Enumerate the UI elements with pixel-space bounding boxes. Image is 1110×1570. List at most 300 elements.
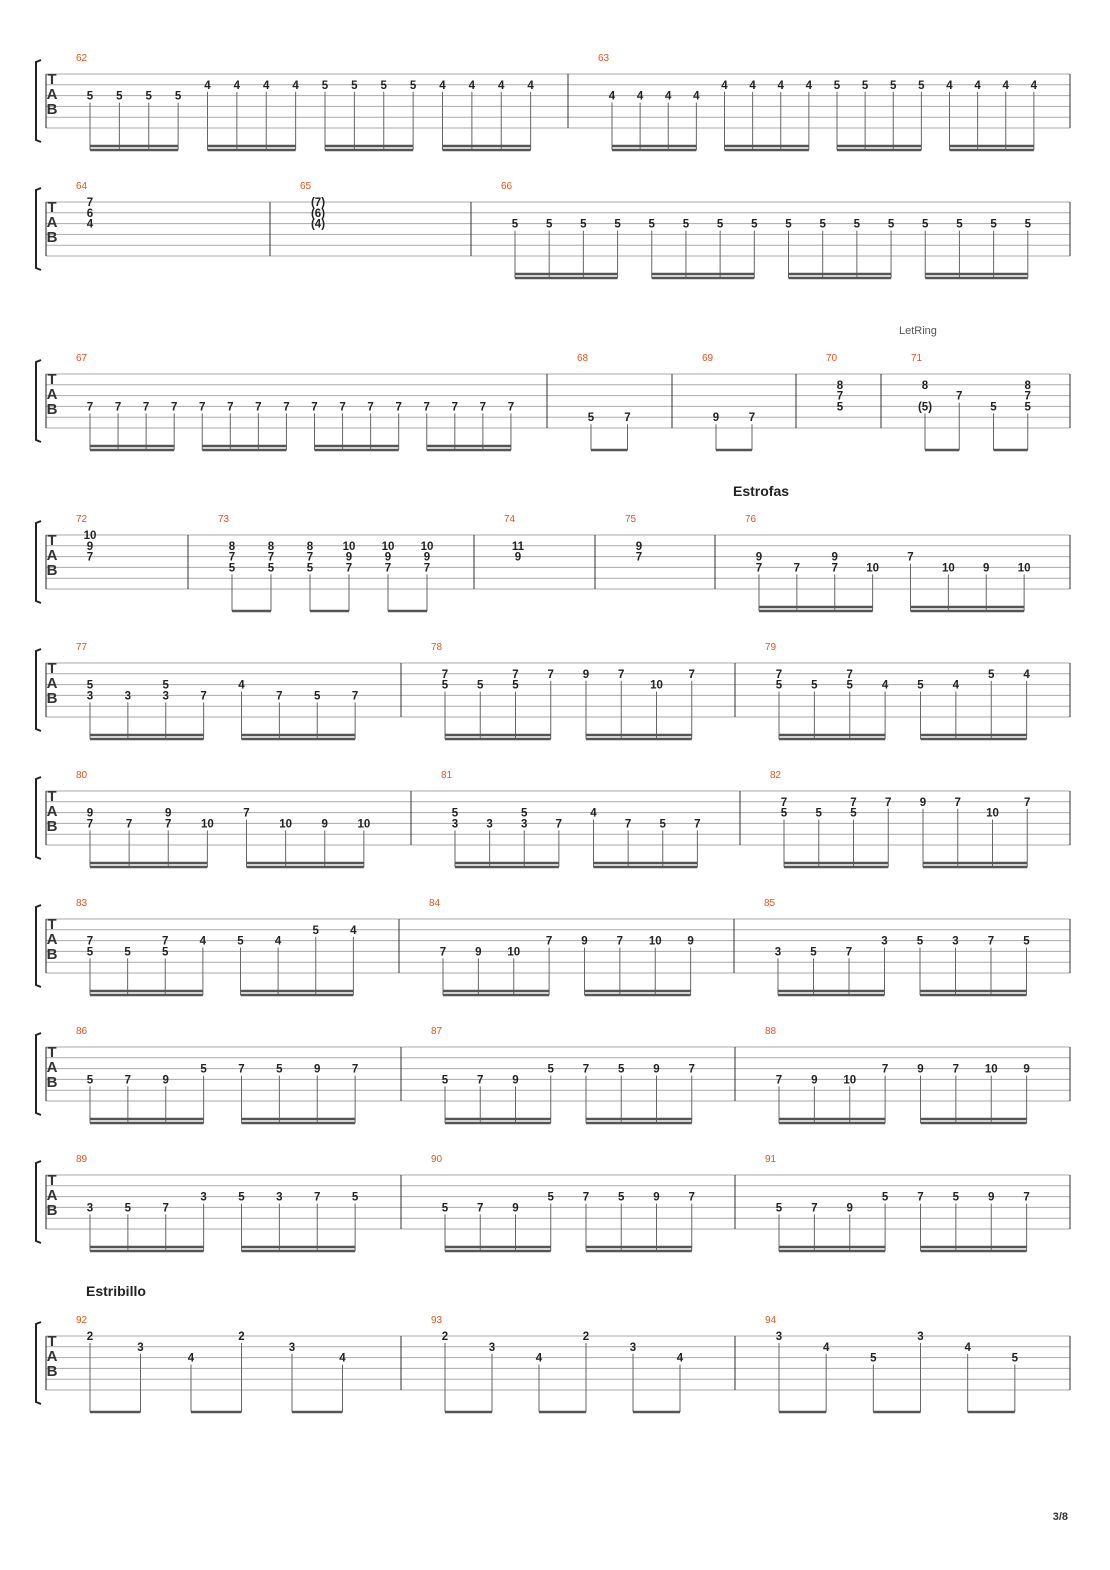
fret-number: 7	[477, 1074, 484, 1087]
fret-number: 4	[350, 924, 357, 937]
fret-number: 5	[511, 218, 519, 231]
fret-number: 5	[547, 1191, 554, 1204]
tab-clef-letter: T	[47, 532, 57, 549]
fret-number: 4	[777, 79, 784, 92]
tab-system	[36, 181, 1070, 278]
section-label-estrofas: Estrofas	[733, 483, 790, 499]
fret-number: 5	[916, 935, 924, 948]
measure	[501, 181, 1032, 278]
fret-number: 7	[885, 796, 892, 809]
fret-number: 7	[956, 390, 963, 403]
fret-number: 9	[846, 1202, 853, 1215]
fret-number: 9	[475, 946, 482, 959]
fret-number: 7	[114, 401, 122, 414]
fret-number: 5	[870, 1352, 877, 1365]
fret-number: 4	[1023, 668, 1030, 681]
fret-number: 7	[165, 818, 172, 831]
fret-number: 5	[988, 668, 995, 681]
fret-number: 9	[687, 935, 694, 948]
fret-number: 7	[907, 551, 914, 564]
measure-number: 62	[76, 53, 88, 64]
fret-number: 5	[887, 218, 895, 231]
fret-number: 4	[822, 1341, 830, 1354]
measure-number: 77	[76, 642, 88, 653]
fret-number: 9	[384, 551, 392, 564]
fret-number: 7	[125, 818, 133, 831]
system-bracket	[36, 1033, 41, 1115]
fret-number: 9	[512, 1202, 519, 1215]
fret-number: 10	[507, 946, 521, 959]
fret-number: 4	[676, 1352, 684, 1365]
measure-number: 92	[76, 1315, 88, 1326]
fret-number: 4	[946, 79, 953, 92]
measure	[441, 770, 701, 867]
measure	[218, 514, 433, 611]
fret-number: 5	[846, 679, 853, 692]
measure	[765, 1315, 1019, 1412]
fret-number: 7	[836, 390, 844, 403]
system-bracket	[36, 60, 41, 142]
fret-number: 9	[755, 551, 763, 564]
fret-number: 9	[988, 1191, 995, 1204]
fret-number: 7	[512, 668, 519, 681]
fret-number: 10	[984, 1063, 998, 1076]
fret-number: (4)	[310, 218, 326, 231]
measure	[826, 353, 844, 413]
fret-number: 9	[919, 796, 927, 809]
fret-number: 9	[811, 1074, 818, 1087]
fret-number: 3	[86, 690, 94, 703]
tab-clef-letter: B	[46, 562, 58, 579]
tab-clef-letter: T	[47, 1172, 57, 1189]
fret-number: 2	[238, 1331, 245, 1343]
measure-number: 94	[765, 1315, 777, 1326]
tab-clef-letter: A	[46, 1187, 58, 1204]
fret-number: 7	[555, 818, 563, 831]
fret-number: 4	[527, 79, 534, 92]
fret-number: 3	[486, 818, 493, 831]
fret-number: 7	[384, 562, 392, 575]
fret-number: 5	[780, 807, 788, 820]
fret-number: 7	[850, 796, 857, 809]
measure	[702, 353, 755, 450]
fret-number: 9	[86, 540, 94, 553]
fret-number: 10	[342, 540, 356, 553]
system-bracket	[36, 777, 41, 859]
measure-number: 67	[76, 353, 88, 364]
measure-number: 88	[765, 1026, 777, 1037]
measure	[770, 770, 1030, 867]
fret-number: 9	[581, 935, 588, 948]
fret-number: 5	[521, 807, 528, 820]
fret-number: 7	[276, 690, 283, 703]
fret-number: 7	[811, 1202, 818, 1215]
fret-number: 5	[306, 562, 314, 575]
measure-number: 90	[431, 1154, 443, 1165]
fret-number: 5	[86, 946, 94, 959]
fret-number: 4	[964, 1341, 971, 1354]
measure	[911, 353, 1032, 450]
fret-number: 9	[1023, 1063, 1030, 1076]
fret-number: 7	[86, 401, 94, 414]
measure	[745, 514, 1031, 611]
fret-number: 4	[1030, 79, 1038, 92]
fret-number: 4	[636, 90, 644, 103]
measure-number: 66	[501, 181, 513, 192]
fret-number: 10	[357, 818, 371, 831]
tab-clef-letter: T	[47, 371, 57, 388]
fret-number: 7	[86, 551, 94, 564]
fret-number: 7	[339, 401, 346, 414]
measure-number: 81	[441, 770, 453, 781]
fret-number: 5	[267, 562, 275, 575]
fret-number: 7	[1024, 796, 1031, 809]
fret-number: 6	[86, 207, 94, 220]
measure-number: 82	[770, 770, 782, 781]
fret-number: 5	[314, 690, 321, 703]
fret-number: 7	[624, 818, 632, 831]
measure-number: 63	[598, 53, 610, 64]
measure	[76, 1154, 359, 1251]
system-bracket	[36, 521, 41, 603]
measure-number: 87	[431, 1026, 443, 1037]
fret-number: 9	[314, 1063, 321, 1076]
fret-number: 7	[755, 562, 763, 575]
fret-number: 5	[751, 218, 758, 231]
fret-number: 7	[255, 401, 262, 414]
measure	[431, 642, 695, 739]
fret-number: 5	[1024, 401, 1031, 414]
fret-number: 7	[451, 401, 459, 414]
measure	[764, 898, 1030, 995]
fret-number: 7	[954, 796, 961, 809]
fret-number: 8	[836, 379, 844, 392]
measure	[76, 770, 370, 867]
fret-number: 9	[635, 540, 643, 553]
fret-number: 7	[748, 412, 756, 425]
fret-number: 7	[423, 401, 430, 414]
fret-number: 7	[441, 668, 449, 681]
fret-number: 7	[367, 401, 374, 414]
fret-number: 7	[845, 946, 853, 959]
fret-number: 5	[124, 946, 131, 959]
fret-number: 10	[866, 562, 880, 575]
fret-number: 5	[833, 79, 841, 92]
fret-number: 3	[86, 1202, 94, 1215]
system-bracket	[36, 649, 41, 731]
fret-number: 5	[162, 679, 169, 692]
fret-number: 7	[688, 668, 695, 681]
measure	[431, 1315, 684, 1412]
fret-number: 11	[511, 540, 525, 553]
system-bracket	[36, 1322, 41, 1404]
fret-number: 5	[86, 1074, 94, 1087]
measure-number: 73	[218, 514, 230, 525]
fret-number: 5	[145, 90, 152, 103]
fret-number: 4	[721, 79, 728, 92]
fret-number: 4	[468, 79, 476, 92]
tab-clef-letter: B	[46, 1074, 58, 1091]
fret-number: 3	[162, 690, 169, 703]
fret-number: 4	[238, 679, 245, 692]
fret-number: 7	[124, 1074, 132, 1087]
tab-clef-letter: B	[46, 401, 58, 418]
measure-number: 85	[764, 898, 776, 909]
tab-clef-letter: B	[46, 229, 58, 246]
fret-number: 2	[582, 1331, 590, 1343]
measure	[765, 642, 1030, 739]
fret-number: 5	[810, 946, 817, 959]
fret-number: 7	[351, 1063, 359, 1076]
fret-number: 5	[648, 218, 655, 231]
fret-number: 7	[582, 1191, 590, 1204]
fret-number: 9	[162, 1074, 169, 1087]
fret-number: 2	[86, 1331, 94, 1343]
fret-number: 7	[395, 401, 402, 414]
tab-system	[36, 53, 1070, 150]
fret-number: 4	[952, 679, 960, 692]
measure-number: 71	[911, 353, 923, 364]
fret-number: 7	[351, 690, 359, 703]
fret-number: 5	[836, 401, 844, 414]
measure	[76, 1026, 358, 1123]
tab-system	[36, 898, 1070, 995]
fret-number: 7	[228, 551, 236, 564]
measure	[598, 53, 1038, 150]
measure	[76, 898, 357, 995]
fret-number: 4	[693, 90, 700, 103]
fret-number: 10	[648, 935, 662, 948]
fret-number: 4	[749, 79, 756, 92]
fret-number: 7	[547, 668, 554, 681]
fret-number: 10	[420, 540, 434, 553]
fret-number: 10	[650, 679, 663, 692]
let-ring-label: LetRing	[899, 325, 937, 337]
fret-number: 4	[498, 79, 505, 92]
fret-number: 5	[811, 679, 818, 692]
fret-number: 7	[243, 807, 250, 820]
measure-number: 75	[625, 514, 637, 525]
fret-number: 7	[199, 401, 206, 414]
fret-number: 5	[351, 79, 358, 92]
fret-number: 7	[582, 1063, 590, 1076]
fret-number: 8	[267, 540, 275, 553]
tab-clef-letter: B	[46, 690, 58, 707]
fret-number: 5	[785, 218, 792, 231]
fret-number: 3	[124, 690, 132, 703]
fret-number: 7	[917, 1191, 924, 1204]
measure	[431, 1026, 695, 1123]
tab-system	[36, 514, 1070, 611]
tab-clef-letter: A	[46, 1059, 58, 1076]
fret-number: 9	[321, 818, 328, 831]
measure-number: 69	[702, 353, 714, 364]
tab-clef-letter: B	[46, 1363, 58, 1380]
fret-number: 5	[775, 1202, 783, 1215]
measure-number: 86	[76, 1026, 88, 1037]
fret-number: 3	[288, 1341, 296, 1354]
fret-number: 5	[545, 218, 553, 231]
tab-clef-letter: B	[46, 946, 58, 963]
fret-number: 7	[86, 818, 94, 831]
fret-number: 7	[170, 401, 178, 414]
fret-number: 5	[1011, 1352, 1019, 1365]
measure	[76, 1315, 346, 1412]
fret-number: 5	[441, 679, 449, 692]
fret-number: 4	[535, 1352, 543, 1365]
fret-number: 9	[423, 551, 431, 564]
fret-number: 4	[974, 79, 981, 92]
fret-number: 5	[618, 1063, 625, 1076]
fret-number: 8	[921, 379, 929, 392]
tab-clef-letter: A	[46, 803, 58, 820]
fret-number: 7	[311, 401, 318, 414]
fret-number: 5	[890, 79, 897, 92]
fret-number: 9	[514, 551, 522, 564]
fret-number: 5	[1024, 218, 1032, 231]
fret-number: 8	[1024, 379, 1031, 392]
tab-clef-letter: B	[46, 101, 58, 118]
fret-number: 4	[439, 79, 446, 92]
measure-number: 83	[76, 898, 88, 909]
fret-number: 5	[116, 90, 123, 103]
fret-number: 5	[547, 1063, 554, 1076]
fret-number: 7	[952, 1063, 960, 1076]
measure-number: 68	[577, 353, 589, 364]
measure	[76, 642, 358, 739]
fret-number: 5	[956, 218, 963, 231]
measure-number: 91	[765, 1154, 777, 1165]
tab-clef-letter: A	[46, 214, 58, 231]
fret-number: 2	[441, 1331, 449, 1343]
fret-number: 7	[793, 562, 801, 575]
measure-number: 76	[745, 514, 757, 525]
fret-number: 4	[233, 79, 241, 92]
fret-number: 9	[917, 1063, 924, 1076]
fret-number: 5	[441, 1074, 449, 1087]
tab-clef-letter: A	[46, 547, 58, 564]
measure-number: 93	[431, 1315, 443, 1326]
fret-number: 7	[831, 562, 838, 575]
fret-number: 9	[831, 551, 838, 564]
fret-number: 4	[263, 79, 270, 92]
fret-number: 7	[423, 562, 431, 575]
fret-number: 7	[162, 935, 169, 948]
fret-number: 7	[635, 551, 643, 564]
fret-number: (6)	[310, 207, 326, 220]
fret-number: 4	[199, 935, 207, 948]
measure	[577, 353, 631, 450]
fret-number: 7	[688, 1063, 695, 1076]
measure-number: 89	[76, 1154, 88, 1165]
fret-number: 10	[986, 807, 999, 820]
fret-number: 7	[86, 935, 94, 948]
measure	[76, 53, 534, 150]
fret-number: 4	[665, 90, 672, 103]
fret-number: 5	[200, 1063, 207, 1076]
system-bracket	[36, 905, 41, 987]
fret-number: 5	[990, 218, 997, 231]
fret-number: 5	[312, 924, 319, 937]
fret-number: 5	[861, 79, 869, 92]
fret-number: 5	[409, 79, 417, 92]
measure-number: 70	[826, 353, 838, 364]
fret-number: 7	[1024, 390, 1031, 403]
tab-clef-letter: T	[47, 916, 57, 933]
tab-clef-letter: T	[47, 199, 57, 216]
measure-number: 80	[76, 770, 88, 781]
fret-number: 9	[165, 807, 172, 820]
fret-number: 7	[780, 796, 788, 809]
fret-number: 5	[587, 412, 595, 425]
measure	[429, 898, 694, 995]
fret-number: 9	[653, 1063, 660, 1076]
fret-number: 4	[590, 807, 597, 820]
fret-number: 7	[479, 401, 487, 414]
fret-number: 5	[775, 679, 783, 692]
fret-number: 7	[775, 1074, 783, 1087]
measure	[765, 1026, 1030, 1123]
fret-number: 7	[775, 668, 783, 681]
fret-number: 5	[1023, 935, 1030, 948]
fret-number: 7	[846, 668, 853, 681]
fret-number: 10	[279, 818, 293, 831]
tab-clef-letter: A	[46, 931, 58, 948]
fret-number: 5	[174, 90, 182, 103]
fret-number: 5	[952, 1191, 960, 1204]
tab-clef-letter: A	[46, 675, 58, 692]
fret-number: 5	[659, 818, 666, 831]
fret-number: 3	[200, 1191, 207, 1204]
fret-number: 7	[162, 1202, 169, 1215]
fret-number: 5	[580, 218, 587, 231]
fret-number: 5	[86, 679, 94, 692]
fret-number: 9	[582, 668, 590, 681]
measure-number: 65	[300, 181, 312, 192]
fret-number: 3	[775, 1331, 783, 1343]
fret-number: 9	[983, 562, 990, 575]
fret-number: (5)	[917, 401, 933, 414]
fret-number: 3	[774, 946, 782, 959]
fret-number: 7	[283, 401, 290, 414]
fret-number: 7	[624, 412, 631, 425]
measure	[765, 1154, 1030, 1251]
fret-number: 7	[267, 551, 275, 564]
fret-number: 9	[512, 1074, 519, 1087]
tab-clef-letter: T	[47, 1044, 57, 1061]
fret-number: 4	[274, 935, 282, 948]
tab-system	[36, 1154, 1070, 1251]
fret-number: 5	[512, 679, 519, 692]
fret-number: 9	[345, 551, 353, 564]
fret-number: 4	[86, 218, 94, 231]
measure-number: 72	[76, 514, 88, 525]
fret-number: 4	[805, 79, 813, 92]
fret-number: 7	[881, 1063, 889, 1076]
fret-number: 3	[629, 1341, 637, 1354]
fret-number: 9	[86, 807, 94, 820]
tab-clef-letter: T	[47, 1333, 57, 1350]
fret-number: 7	[306, 551, 314, 564]
measure-number: 78	[431, 642, 443, 653]
measure-number: 64	[76, 181, 88, 192]
fret-number: 4	[881, 679, 889, 692]
fret-number: 4	[608, 90, 616, 103]
fret-number: 3	[521, 818, 528, 831]
measure	[76, 353, 514, 450]
fret-number: 3	[451, 818, 459, 831]
fret-number: 5	[477, 679, 484, 692]
